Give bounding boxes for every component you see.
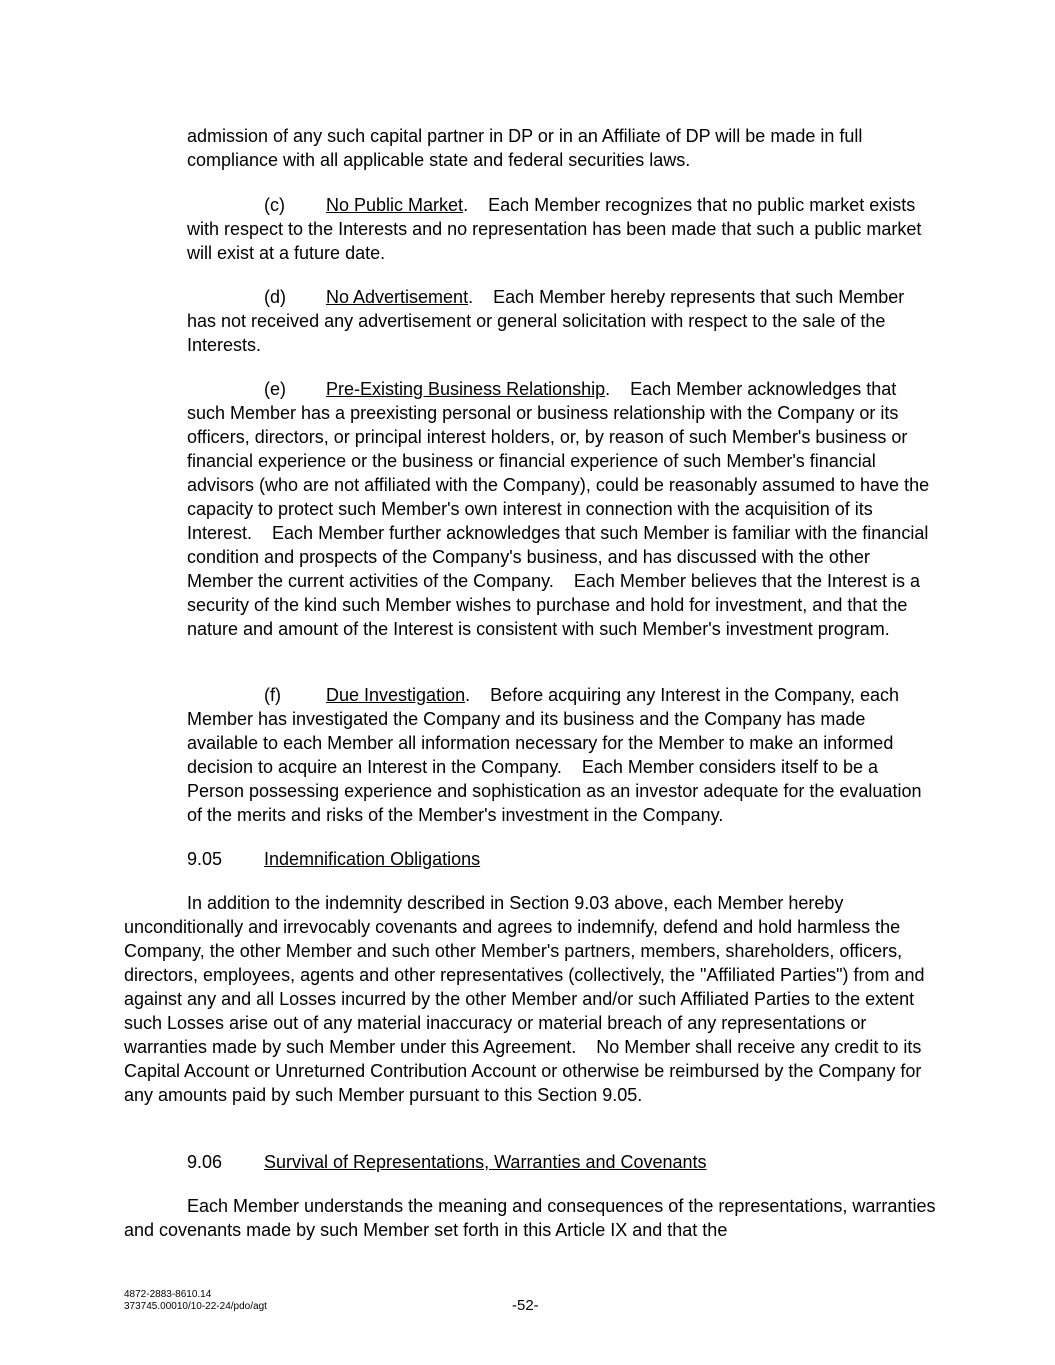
item-text: . Each Member acknowledges that such Member has a preexisting personal or business relationship with the Company or its officers, directors, or principal interest holders, or, by reason of such Member's business or financial experience or the business or financial experience of such Member's financial advisors (who are not affiliated with the Company), could be reasonably assumed to have the capacity to protect such Member's own interest in connection with the acquisition of its Interest. Each Member further acknowledges that such Member is familiar with the financial condition and prospects of the Company's business, and has discussed with the other Member the current activities of the Company. Each Member believes that the Interest is a security of the kind such Member wishes to purchase and hold for investment, and that the nature and amount of the Interest is consistent with such Member's investment program. [187, 379, 935, 639]
paragraph-continuation [187, 124, 937, 172]
paragraph-c [187, 193, 937, 265]
footer-doc-codes [124, 1289, 267, 1313]
item-text: . Before acquiring any Interest in the Company, each Member has investigated the Company and its business and the Company has made available to each Member all information necessary for the Member to make an informed decision to acquire an Interest in the Company. Each Member considers itself to be a Person possessing experience and sophistication as an investor adequate for the evaluation of the merits and risks of the Member's investment in the Company. [187, 685, 927, 825]
page-number: -52- [512, 1297, 539, 1314]
paragraph-f [187, 683, 937, 827]
item-label: (d) [264, 287, 286, 307]
item-text: . Each Member recognizes that no public market exists with respect to the Interests and no representation has been made that such a public market will exist at a future date. [187, 195, 927, 263]
section-number: 9.05 [187, 849, 223, 869]
section-title: Survival of Representations, Warranties and Covenants [264, 1152, 707, 1172]
item-label: (c) [264, 195, 285, 215]
section-heading-905 [187, 847, 480, 871]
section-body-906 [124, 1194, 936, 1242]
item-title: Due Investigation [326, 685, 466, 705]
paragraph-text: admission of any such capital partner in DP or in an Affiliate of DP will be made in full compliance with all applicable state and federal securities laws. [187, 126, 863, 170]
section-body-text: Each Member understands the meaning and consequences of the representations, warranties and covenants made by such Member set forth in this Article IX and that the [124, 1196, 936, 1240]
section-title: Indemnification Obligations [264, 849, 481, 869]
footer-doc-id: 4872-2883-8610.14 [124, 1289, 212, 1300]
footer-matter: 373745.00010/10-22-24/pdo/agt [124, 1301, 267, 1312]
item-label: (f) [264, 685, 281, 705]
item-label: (e) [264, 379, 286, 399]
item-title: No Public Market [326, 195, 464, 215]
section-body-905 [124, 891, 936, 1107]
section-number: 9.06 [187, 1152, 223, 1172]
section-body-text: In addition to the indemnity described in Section 9.03 above, each Member hereby unconditionally and irrevocably covenants and agrees to indemnify, defend and hold harmless the Company, the other Member and such other Member's partners, members, shareholders, officers, directors, employees, agents and other representatives (collectively, the "Affiliated Parties") from and against any and all Losses incurred by the other Member and/or such Affiliated Parties to the extent such Losses arise out of any material inaccuracy or material breach of any representations or warranties made by such Member under this Agreement. No Member shall receive any credit to its Capital Account or Unreturned Contribution Account or otherwise be reimbursed by the Company for any amounts paid by such Member pursuant to this Section 9.05. [124, 893, 930, 1105]
item-title: Pre-Existing Business Relationship [326, 379, 606, 399]
item-text: . Each Member hereby represents that such Member has not received any advertisement or general solicitation with respect to the sale of the Interests. [187, 287, 910, 355]
paragraph-e [187, 377, 937, 641]
paragraph-d [187, 285, 937, 357]
section-heading-906 [187, 1150, 707, 1174]
item-title: No Advertisement [326, 287, 469, 307]
